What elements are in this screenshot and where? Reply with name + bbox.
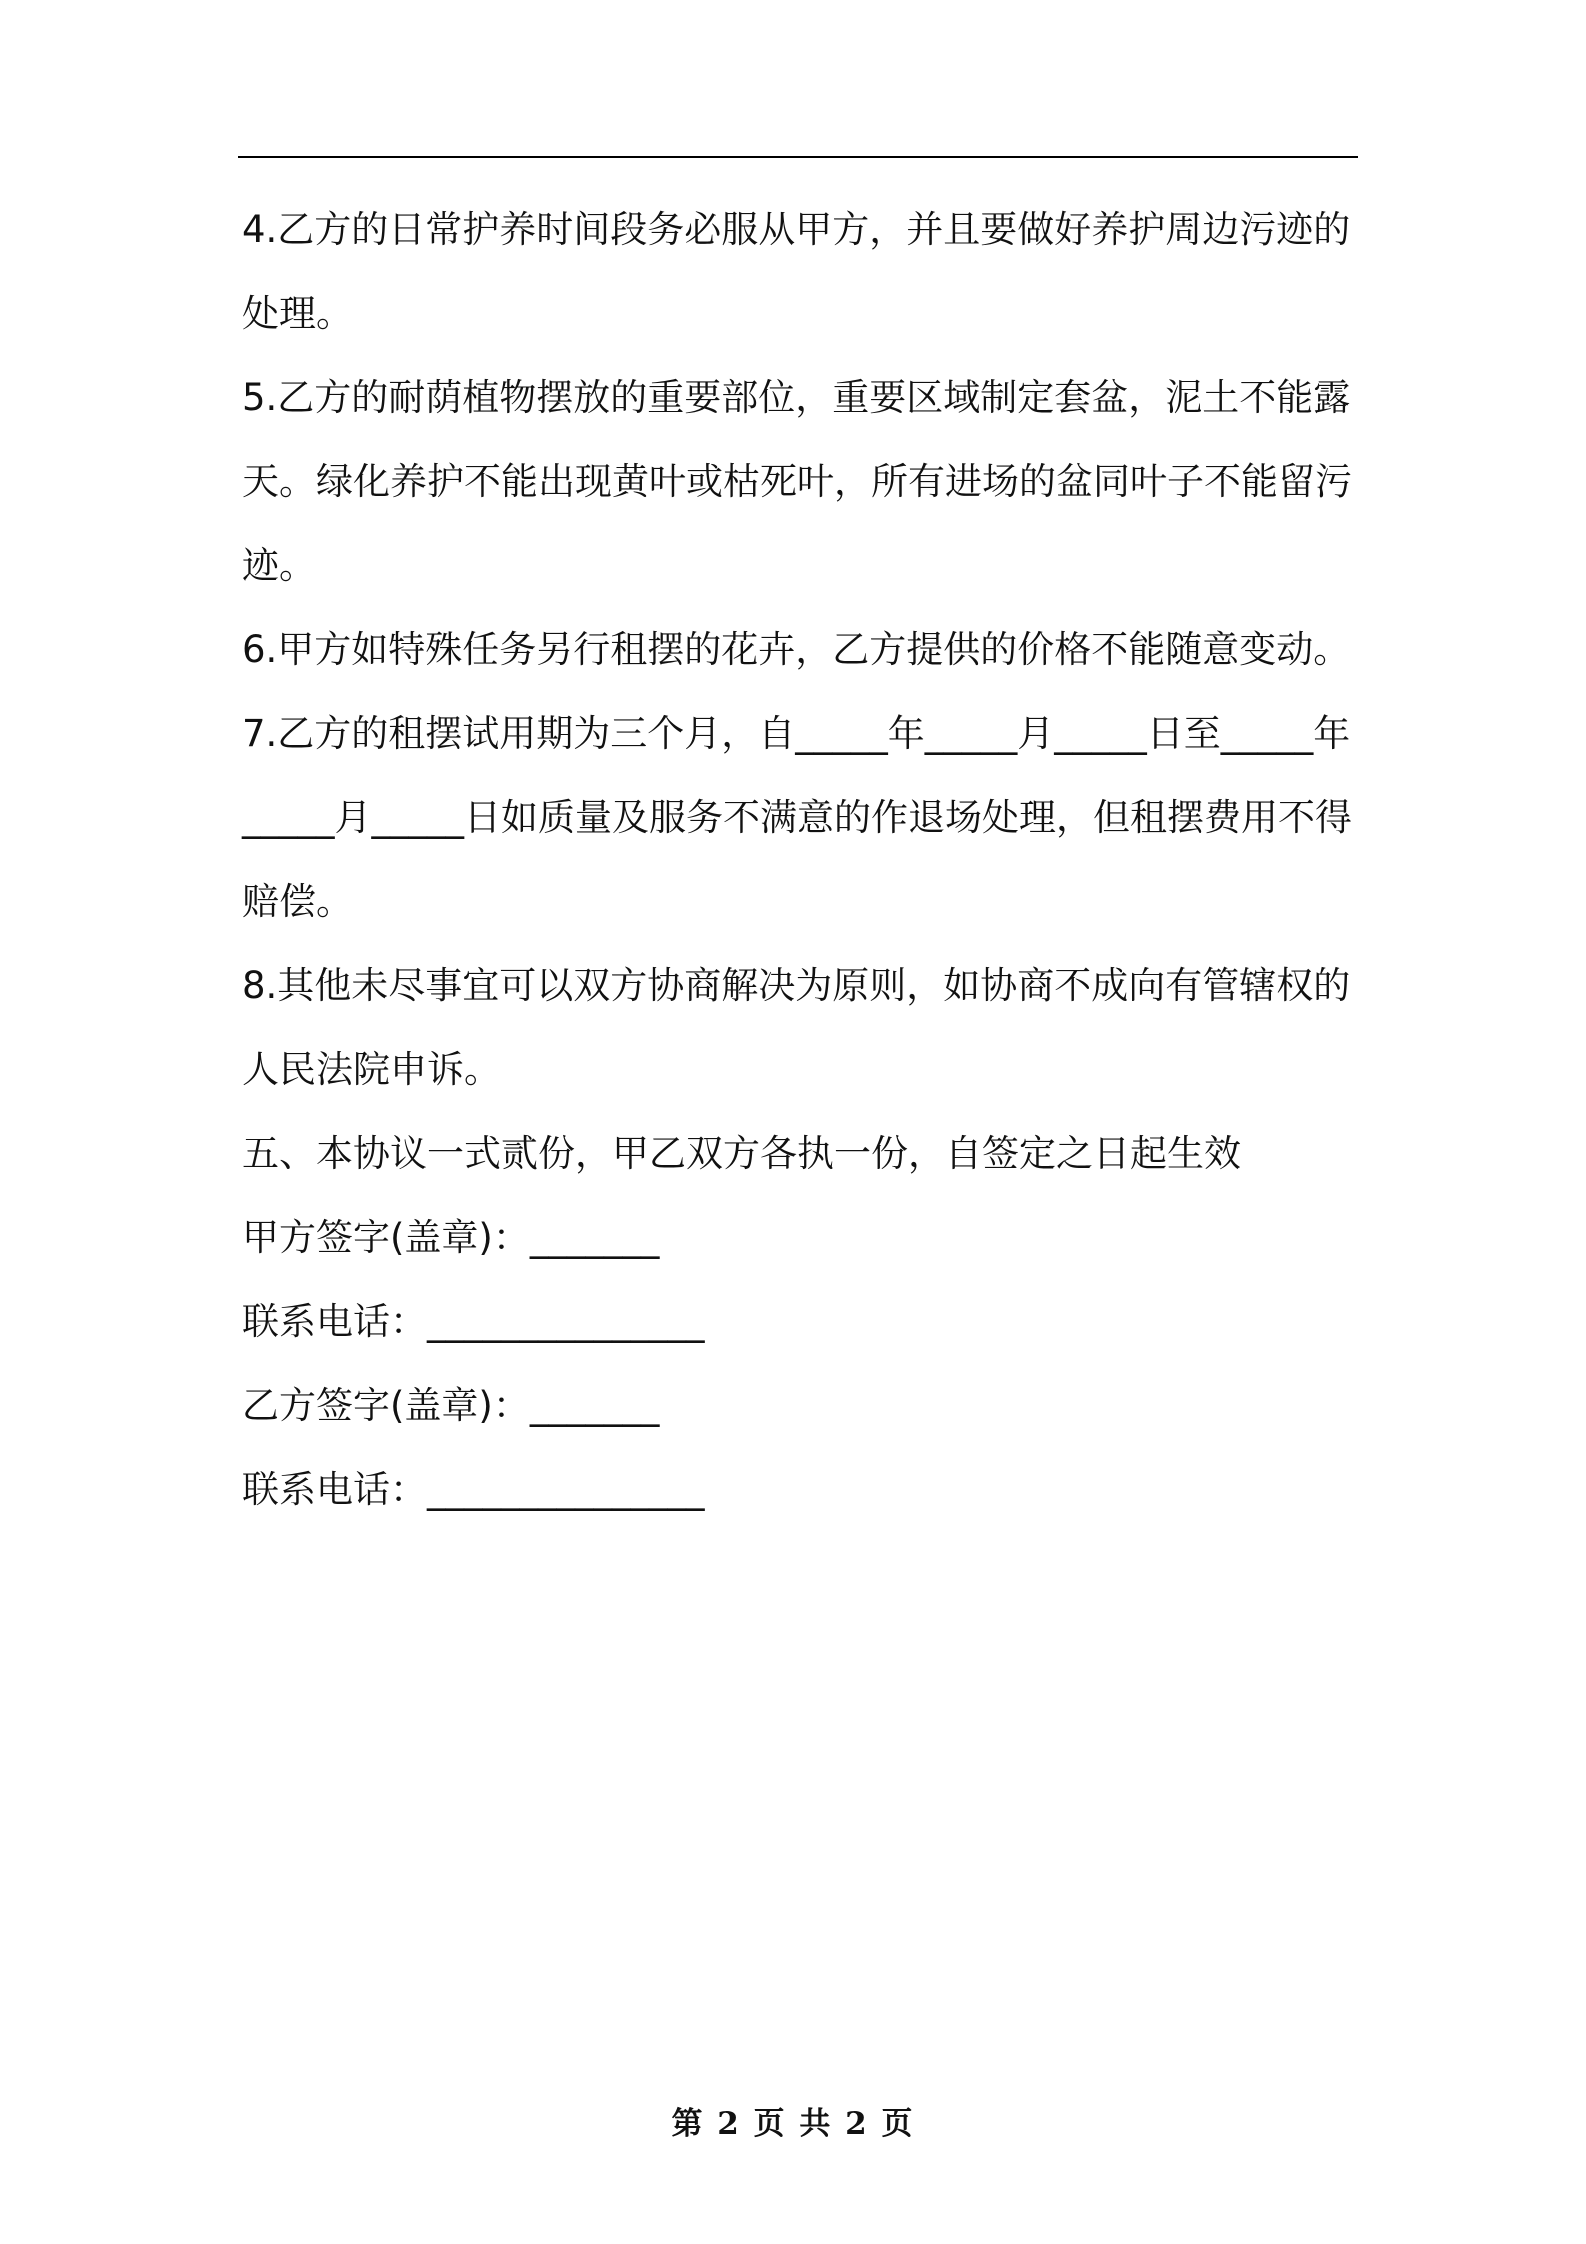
party-b-signature: 乙方签字(盖章)：_______ bbox=[242, 1384, 660, 1427]
document-body bbox=[242, 188, 1358, 1532]
clause-4: 4.乙方的日常护养时间段务必服从甲方，并且要做好养护周边污迹的处理。 bbox=[242, 208, 1351, 335]
clause-7: 7.乙方的租摆试用期为三个月，自_____年_____月_____日至_____年_____月_____日如质量及服务不满意的作退场处理，但租摆费用不得赔偿。 bbox=[242, 712, 1352, 923]
party-b-phone: 联系电话：_______________ bbox=[242, 1468, 705, 1511]
section-5-effectiveness: 五、本协议一式贰份，甲乙双方各执一份，自签定之日起生效 bbox=[242, 1132, 1241, 1175]
party-a-phone: 联系电话：_______________ bbox=[242, 1300, 705, 1343]
clause-6: 6.甲方如特殊任务另行租摆的花卉，乙方提供的价格不能随意变动。 bbox=[242, 628, 1351, 671]
page-number-footer: 第 2 页 共 2 页 bbox=[671, 2106, 915, 2142]
party-a-signature: 甲方签字(盖章)：_______ bbox=[242, 1216, 660, 1259]
header-rule bbox=[238, 156, 1358, 158]
clause-5: 5.乙方的耐荫植物摆放的重要部位，重要区域制定套盆，泥土不能露天。绿化养护不能出现黄叶或枯死叶，所有进场的盆同叶子不能留污迹。 bbox=[242, 376, 1352, 587]
clause-8: 8.其他未尽事宜可以双方协商解决为原则，如协商不成向有管辖权的人民法院申诉。 bbox=[242, 964, 1351, 1091]
